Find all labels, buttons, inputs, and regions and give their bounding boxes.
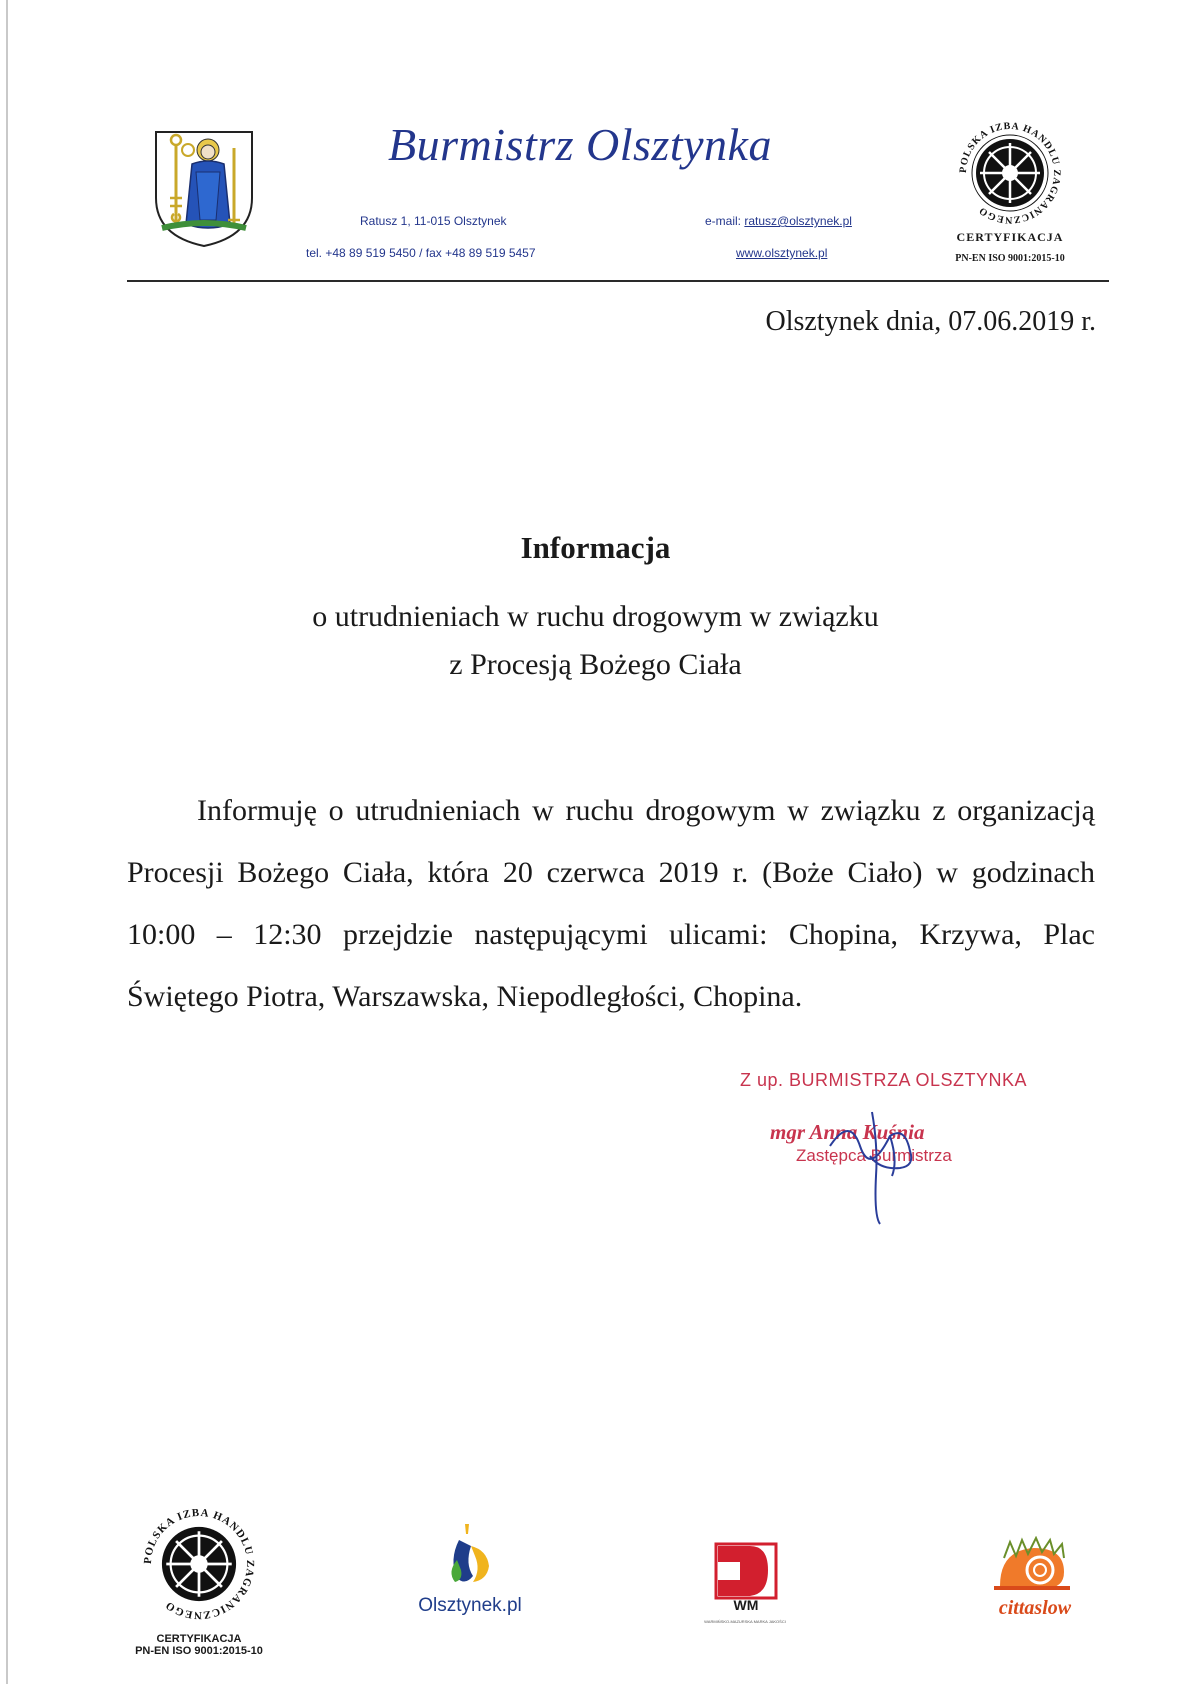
subtitle-line-1: o utrudnieniach w ruchu drogowym w związku xyxy=(312,600,879,633)
svg-text:POLSKA IZBA HANDLU ZAGRANICZNE: POLSKA IZBA HANDLU ZAGRANICZNEGO xyxy=(957,120,1063,226)
certification-seal-header xyxy=(940,118,1080,264)
phone-fax-text: tel. +48 89 519 5450 / fax +48 89 519 5457 xyxy=(306,246,536,260)
website-line xyxy=(736,246,827,260)
header-title: Burmistrz Olsztynka xyxy=(388,119,772,170)
coat-of-arms-logo xyxy=(152,128,256,250)
certification-norm: PN-EN ISO 9001:2015-10 xyxy=(955,253,1065,264)
certification-label: CERTYFIKACJA xyxy=(956,230,1064,244)
subtitle-line-2: z Procesją Bożego Ciała xyxy=(449,648,742,681)
chamber-of-commerce-seal-icon xyxy=(955,118,1065,228)
svg-text:WM: WM xyxy=(733,1597,759,1613)
email-link[interactable]: ratusz@olsztynek.pl xyxy=(744,214,852,228)
footer-certification-norm: PN-EN ISO 9001:2015-10 xyxy=(135,1645,263,1657)
svg-text:POLSKA IZBA HANDLU ZAGRANICZNE: POLSKA IZBA HANDLU ZAGRANICZNEGO xyxy=(141,1506,257,1622)
footer-certification-logo xyxy=(124,1504,274,1657)
address-text: Ratusz 1, 11-015 Olsztynek xyxy=(360,214,507,228)
document-title: Informacja xyxy=(520,530,671,565)
olsztynek-flame-icon xyxy=(435,1520,505,1588)
stamp-authority-line: Z up. BURMISTRZA OLSZTYNKA xyxy=(740,1070,1028,1090)
wm-quality-brand-logo xyxy=(700,1540,790,1624)
wm-caption: WARMIŃSKO-MAZURSKA MARKA JAKOŚCI xyxy=(704,1619,786,1624)
cittaslow-logo xyxy=(980,1536,1090,1620)
website-link[interactable]: www.olsztynek.pl xyxy=(736,246,828,260)
olsztynek-pl-logo xyxy=(400,1520,540,1617)
email-line xyxy=(705,214,852,228)
email-prefix: e-mail: xyxy=(705,214,742,228)
snail-icon xyxy=(990,1536,1080,1596)
scan-edge xyxy=(6,0,8,1684)
stamp-signatory-role: Zastępca Burmistrza xyxy=(796,1146,952,1165)
cittaslow-text: cittaslow xyxy=(998,1597,1072,1619)
stamp-signatory-name: mgr Anna Kuśnia xyxy=(770,1120,925,1144)
letter-date: Olsztynek dnia, 07.06.2019 r. xyxy=(765,306,1096,337)
wm-quality-mark-icon xyxy=(710,1540,780,1614)
header-divider xyxy=(127,280,1109,282)
footer-certification-label: CERTYFIKACJA xyxy=(156,1633,242,1645)
chamber-of-commerce-seal-icon xyxy=(139,1504,259,1624)
letter-body: Informuję o utrudnieniach w ruchu drogowym w związku z organizacją Procesji Bożego Ciała, która 20 czerwca 2019 r. (Boże Ciało) w godzinach 10:00 – 12:30 przejdzie następującymi ulicami: Chopina, Krzywa, Plac Świętego Piotra, Warszawska, Niepodległości, Chopina. xyxy=(127,794,1095,1013)
handwritten-signature xyxy=(820,1106,940,1226)
olsztynek-pl-text: Olsztynek.pl xyxy=(418,1595,522,1616)
